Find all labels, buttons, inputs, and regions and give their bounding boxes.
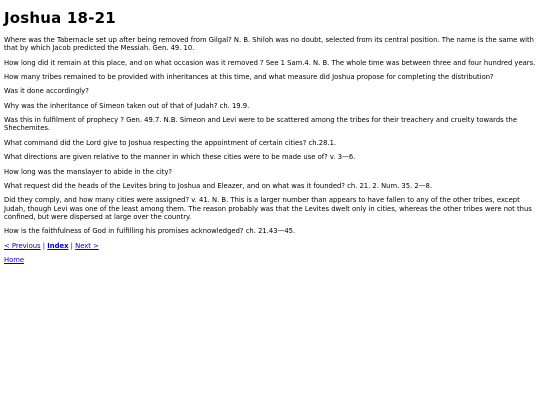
question-paragraph: Why was the inheritance of Simeon taken out of that of Judah? ch. 19.9. [4, 101, 250, 110]
nav-separator: | [42, 241, 46, 250]
home-link[interactable]: Home [4, 256, 25, 265]
question-paragraph: How is the faithfulness of God in fulfilling his promises acknowledged? ch. 21.43—45. [4, 227, 296, 236]
index-link[interactable]: Index [47, 241, 69, 250]
question-paragraph: Was it done accordingly? [4, 87, 89, 96]
question-paragraph: Where was the Tabernacle set up after being removed from Gilgal? N. B. Shiloh was no doubt, selected from its central position. The name is the same with that by which Jacob predicted the Messiah. Gen. 49. 10. [4, 36, 534, 53]
question-paragraph: How long was the manslayer to abide in the city? [4, 167, 173, 176]
question-paragraph: Did they comply, and how many cities were assigned? v. 41. N. B. This is a larger number than appears to have fallen to any of the other tribes, except Judah, though Levi was one of the least among them. The reason probably was that the Levites dwelt only in cities, whereas the other tribes were not thus confined, but were dispersed at large over the country. [4, 196, 532, 221]
pagination-nav [4, 242, 536, 250]
question-paragraph: What request did the heads of the Levites bring to Joshua and Eleazer, and on what was it founded? ch. 21. 2. Num. 35. 2—8. [4, 181, 432, 190]
question-paragraph: How many tribes remained to be provided with inheritances at this time, and what measure did Joshua propose for completing the distribution? [4, 72, 494, 81]
page-content [0, 9, 540, 264]
question-paragraph: How long did it remain at this place, and on what occasion was it removed ? See 1 Sam.4. N. B. The whole time was between three and four hundred years. [4, 58, 536, 67]
home-nav [4, 256, 536, 264]
question-paragraph: What command did the Lord give to Joshua respecting the appointment of certain cities? ch.28.1. [4, 138, 337, 147]
page-title: Joshua 18-21 [4, 9, 116, 27]
next-link[interactable]: Next > [75, 241, 99, 250]
nav-separator: | [70, 241, 73, 250]
question-paragraph: What directions are given relative to the manner in which these cities were to be made use of? v. 3—6. [4, 153, 356, 162]
previous-link[interactable]: < Previous [4, 241, 41, 250]
question-paragraph: Was this in fulfilment of prophecy ? Gen. 49.7. N.B. Simeon and Levi were to be scattered among the tribes for their treachery and cruelty towards the Shechemites. [4, 116, 518, 133]
